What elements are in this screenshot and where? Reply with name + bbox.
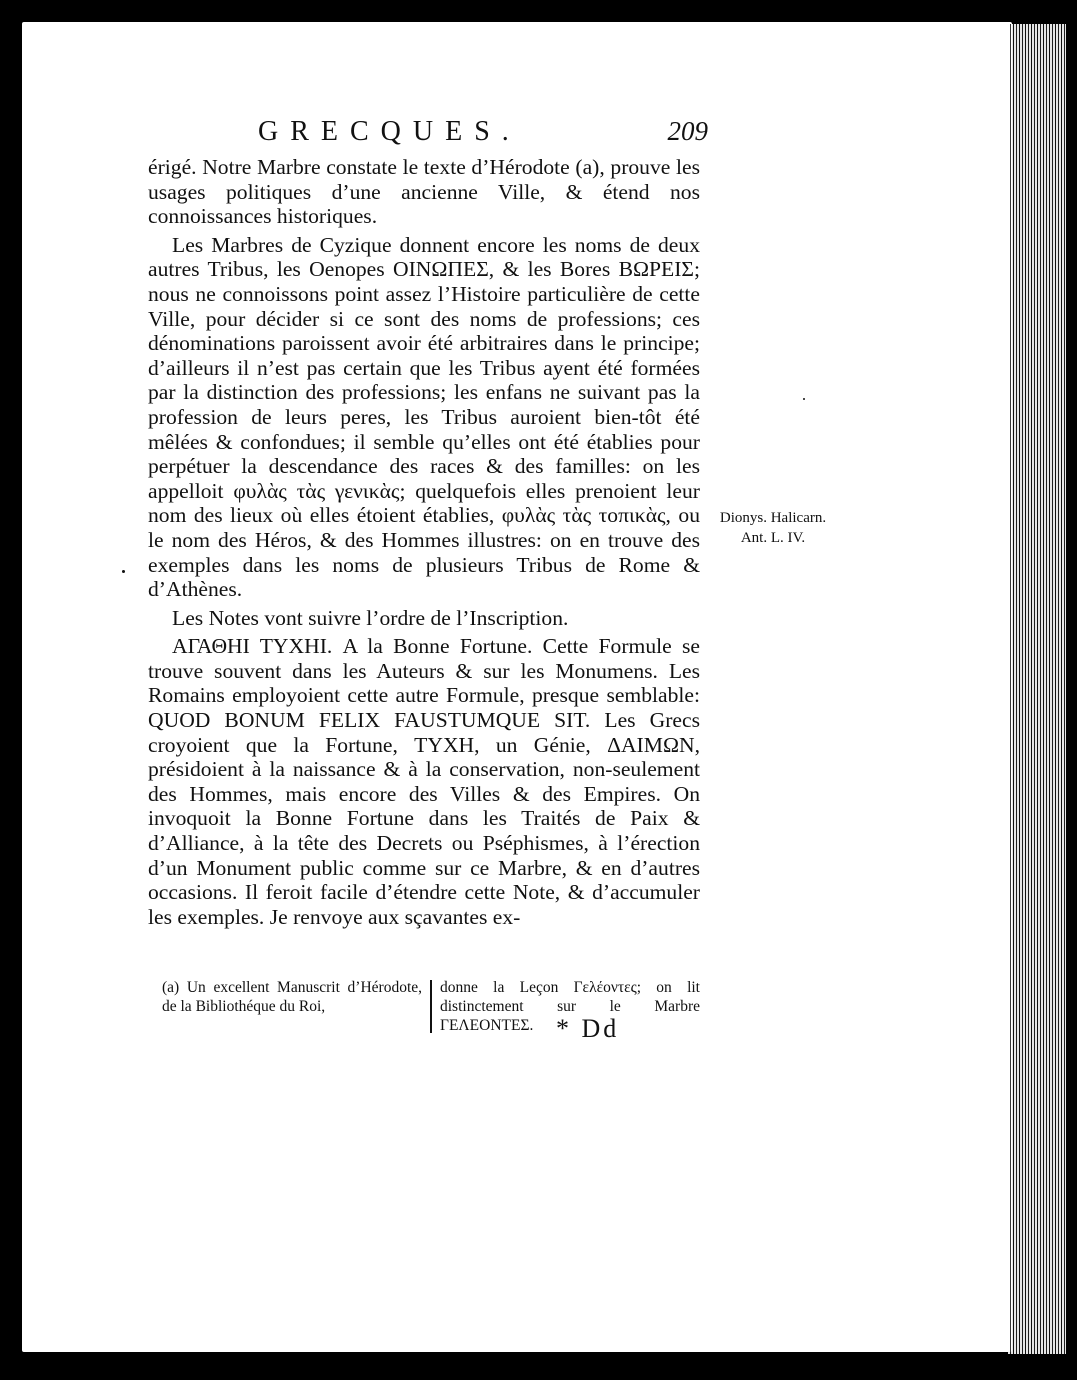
signature-mark: * Dd <box>556 1014 620 1043</box>
paragraph-1: érigé. Notre Marbre constate le texte d’Hérodote (a), prouve les usages politiques d’une ancienne Ville, & étend nos connoissances historiques. <box>148 155 700 229</box>
paragraph-3: Les Notes vont suivre l’ordre de l’Inscription. <box>172 605 569 630</box>
page-header <box>258 112 708 154</box>
running-title: GRECQUES. <box>258 116 521 147</box>
margin-note: Dionys. Halicarn. Ant. L. IV. <box>719 510 827 546</box>
paragraph-2: Les Marbres de Cyzique donnent encore les noms de deux autres Tribus, les Oenopes ΟΙΝΩΠΕΣ, & les Bores ΒΩΡΕΙΣ; nous ne connoissons point assez l’Histoire particulière de cette Ville, pour décider si ce sont des noms de professions; ces dénominations paroissent avoir été arbitraires dans le principe; d’ailleurs il n’est pas certain que les Tribus ayent été formées par la distinction des professions; les enfans ne suivant pas la profession de leurs peres, les Tribus auroient bien-tôt été mêlées & confondues; il semble qu’elles ont été établies pour perpétuer la descendance des races & des familles: on les appelloit φυλὰς τὰς γενικὰς; quelquefois elles prenoient leur nom des lieux où elles étoient établies, φυλὰς τὰς τοπικὰς, ou le nom des Héros, & des Hommes illustres: on en trouve des exemples dans les noms de plusieurs Tribus de Rome & d’Athènes. <box>148 232 700 602</box>
footnotes <box>162 978 700 1035</box>
footnote-right: donne la Leçon Γελέοντες; on lit distinctement sur le Marbre ΓΕΛΕΟΝΤΕΣ. <box>440 979 700 1034</box>
ink-speck <box>122 570 125 573</box>
paragraph-4: ΑΓΑΘΗΙ ΤΥΧΗΙ. A la Bonne Fortune. Cette Formule se trouve souvent dans les Auteurs & sur les Monumens. Les Romains employoient cette autre Formule, presque semblable: QUOD BONUM FELIX FAUSTUMQUE SIT. Les Grecs croyoient que la Fortune, ΤΥΧΗ, un Génie, ΔΑΙΜΩΝ, présidoient à la naissance & à la conservation, non-seulement des Hommes, mais encore des Villes & des Empires. On invoquoit la Bonne Fortune dans les Traités de Paix & d’Alliance, à la tête des Decrets ou Pséphismes, à l’érection d’un Monument public comme sur ce Marbre, & en d’autres occasions. Il feroit facile d’étendre cette Note, & d’accumuler les exemples. Je renvoye aux sçavantes ex- <box>148 634 700 929</box>
main-text <box>148 155 700 929</box>
footnote-left: (a) Un excellent Manuscrit d’Hérodote, de la Bibliothéque du Roi, <box>162 979 422 1015</box>
ink-speck <box>803 398 805 400</box>
page-number: 209 <box>667 116 708 146</box>
page-edge-shadow <box>1008 24 1066 1354</box>
footnote-divider <box>430 980 432 1033</box>
